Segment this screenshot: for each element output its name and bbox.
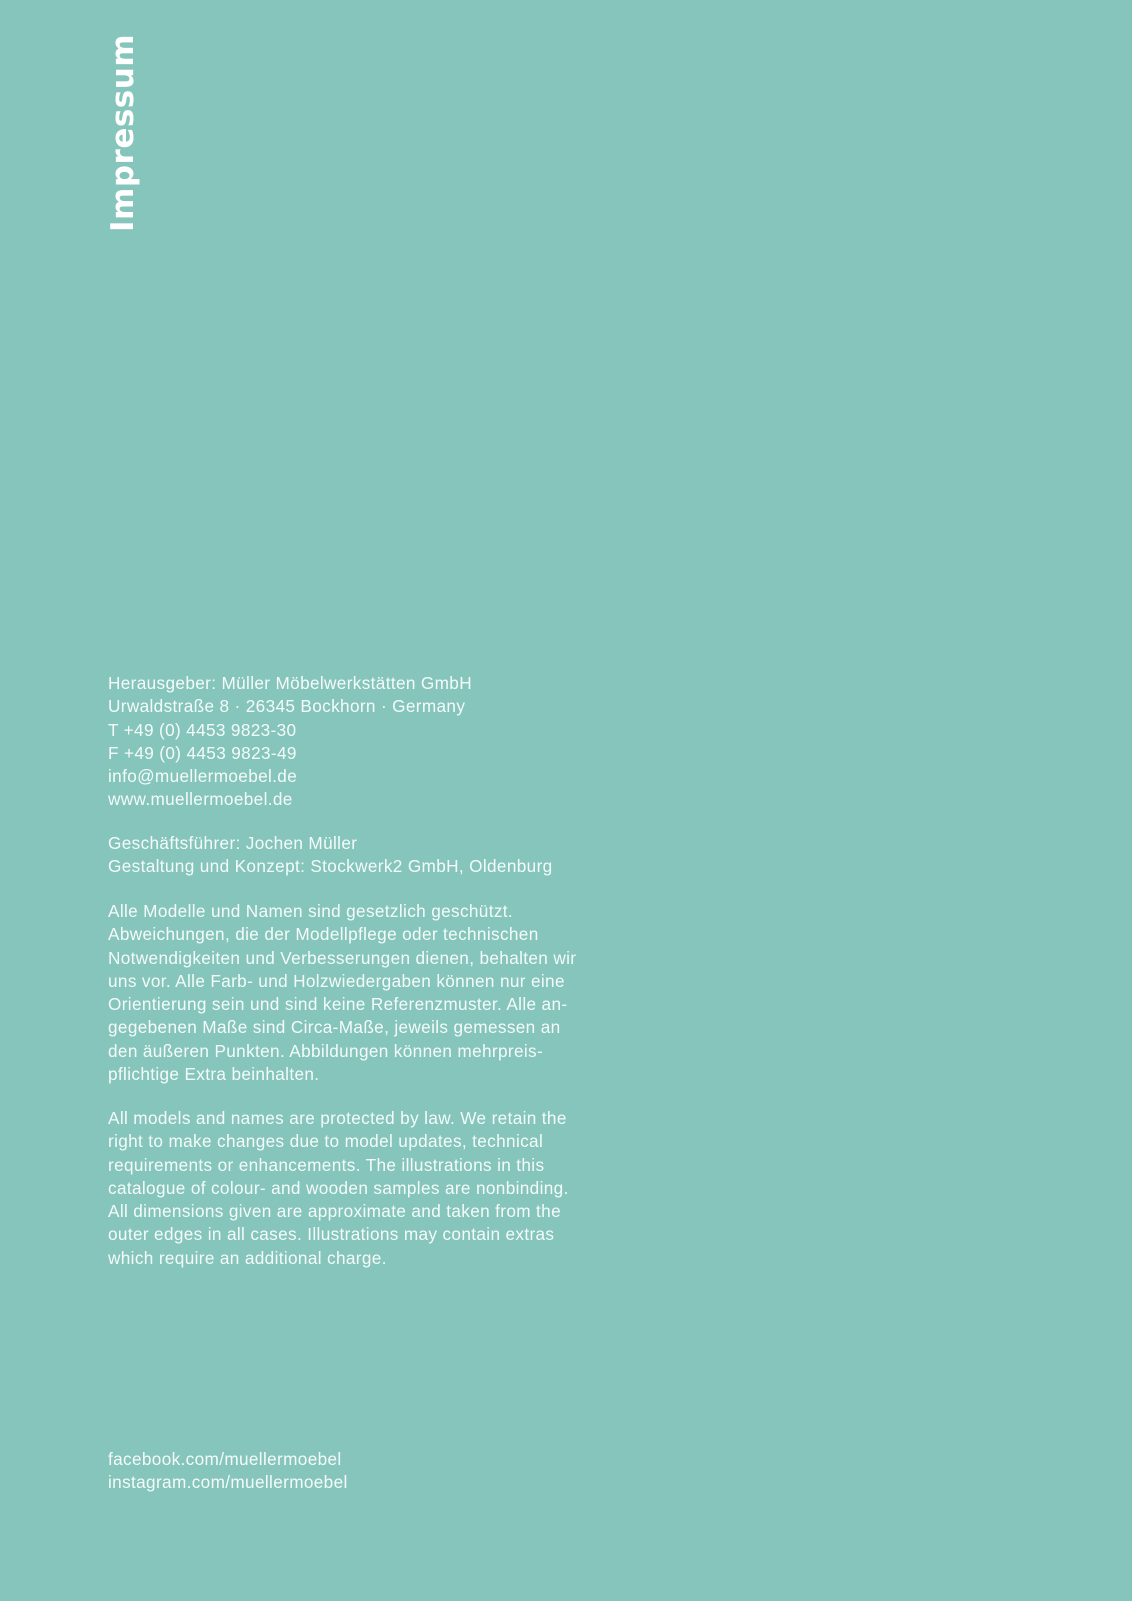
legal-de-line: den äußeren Punkten. Abbildungen können mehrpreis- — [108, 1040, 544, 1061]
legal-en-line: outer edges in all cases. Illustrations may contain extras — [108, 1224, 555, 1245]
legal-en-line: All dimensions given are approximate and taken from the — [108, 1201, 561, 1222]
publisher-block — [108, 672, 472, 812]
legal-de-line: gegebenen Maße sind Circa-Maße, jeweils gemessen an — [108, 1017, 561, 1038]
legal-notice-english — [108, 1107, 569, 1270]
legal-en-line: catalogue of colour- and wooden samples are nonbinding. — [108, 1177, 569, 1198]
page-title: Impressum — [105, 33, 141, 232]
publisher-website-link[interactable]: www.muellermoebel.de — [108, 789, 293, 810]
legal-en-line: requirements or enhancements. The illustrations in this — [108, 1154, 545, 1175]
facebook-link[interactable]: facebook.com/muellermoebel — [108, 1449, 342, 1469]
social-links — [108, 1448, 348, 1495]
legal-de-line: pflichtige Extra beinhalten. — [108, 1064, 320, 1085]
design-credit: Gestaltung und Konzept: Stockwerk2 GmbH, Oldenburg — [108, 856, 553, 877]
publisher-name: Herausgeber: Müller Möbelwerkstätten GmbH — [108, 673, 472, 693]
legal-en-line: All models and names are protected by law. We retain the — [108, 1108, 567, 1128]
legal-en-line: which require an additional charge. — [108, 1247, 387, 1268]
publisher-address: Urwaldstraße 8 · 26345 Bockhorn · Germany — [108, 696, 466, 717]
legal-de-line: Alle Modelle und Namen sind gesetzlich geschützt. — [108, 901, 514, 921]
publisher-fax: F +49 (0) 4453 9823-49 — [108, 742, 297, 763]
legal-de-line: uns vor. Alle Farb- und Holzwiedergaben können nur eine — [108, 970, 565, 991]
managing-director: Geschäftsführer: Jochen Müller — [108, 833, 358, 853]
legal-notice-german — [108, 900, 576, 1086]
legal-de-line: Abweichungen, die der Modellpflege oder technischen — [108, 924, 539, 945]
legal-de-line: Orientierung sein und sind keine Referenzmuster. Alle an- — [108, 994, 568, 1015]
publisher-phone: T +49 (0) 4453 9823-30 — [108, 719, 297, 740]
management-block — [108, 832, 553, 879]
instagram-link[interactable]: instagram.com/muellermoebel — [108, 1472, 348, 1493]
publisher-email-link[interactable]: info@muellermoebel.de — [108, 766, 298, 787]
legal-de-line: Notwendigkeiten und Verbesserungen dienen, behalten wir — [108, 947, 577, 968]
legal-en-line: right to make changes due to model updates, technical — [108, 1131, 544, 1152]
